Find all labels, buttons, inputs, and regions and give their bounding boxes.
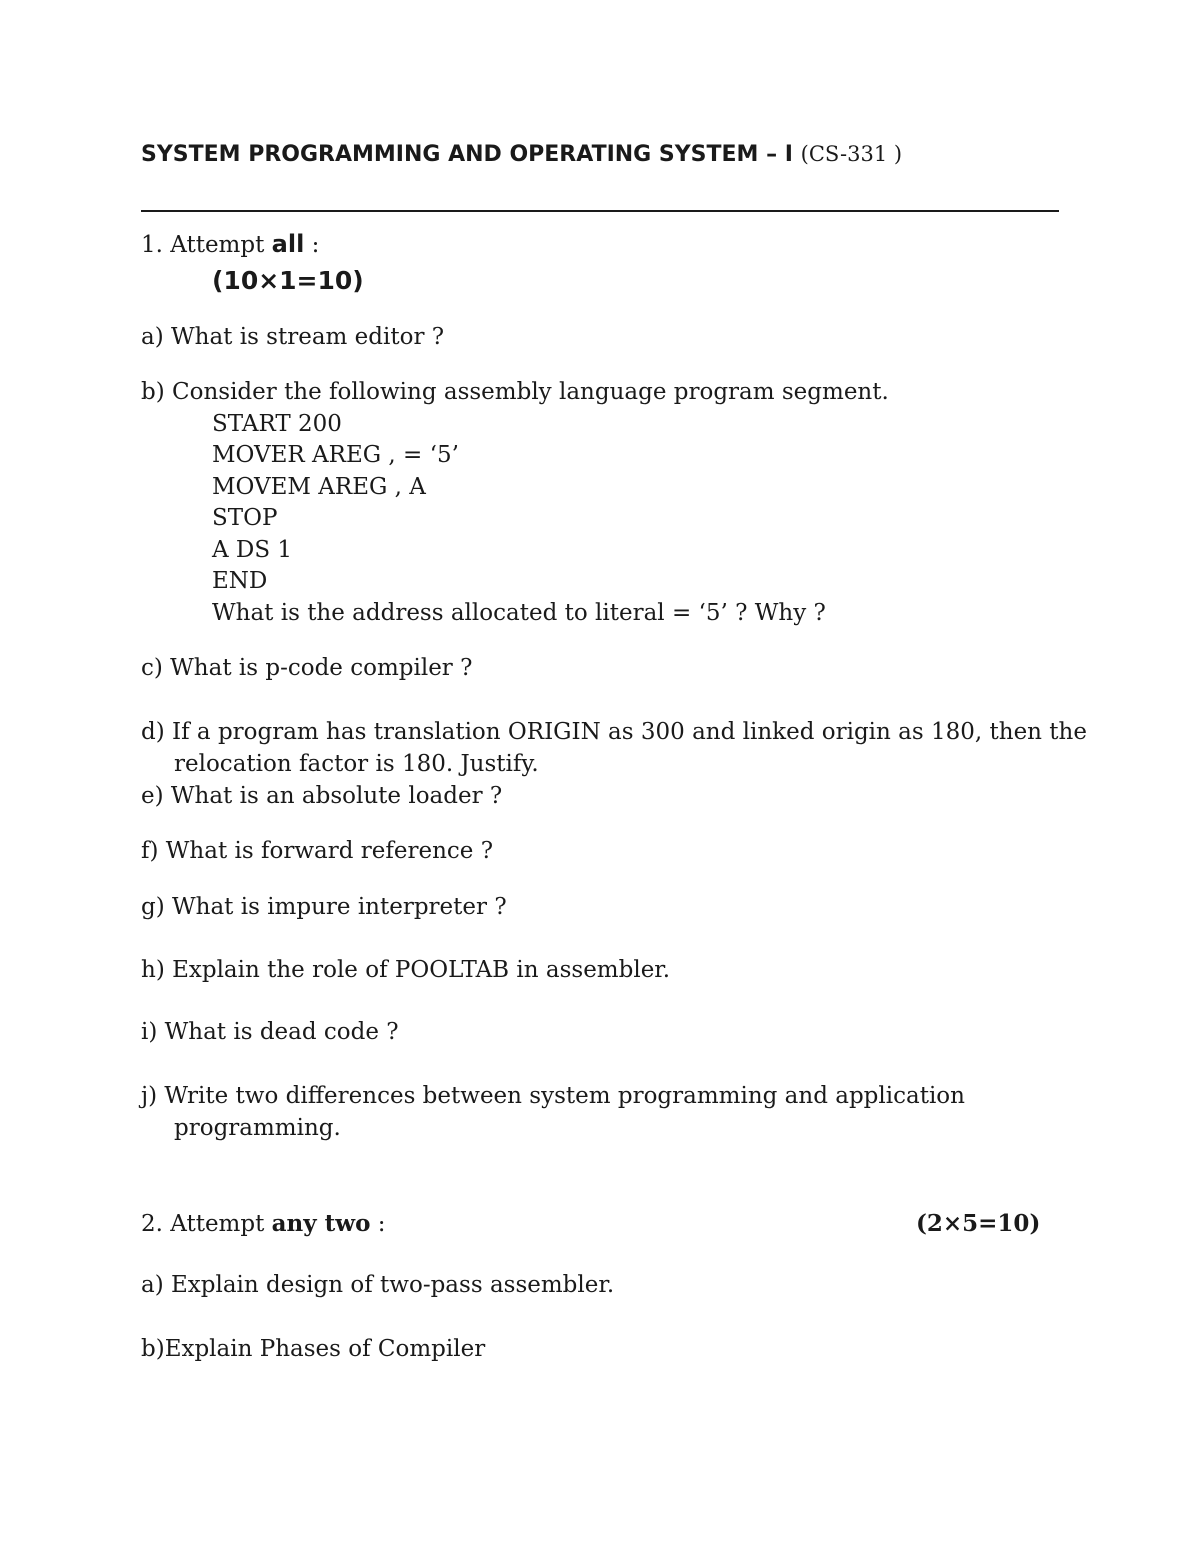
code-line: END (212, 568, 268, 594)
q2-suffix: : (370, 1211, 386, 1237)
q1-prefix: 1. Attempt (141, 232, 272, 258)
q1-item-b-question: What is the address allocated to literal = ‘5’ ? Why ? (212, 600, 826, 626)
q1-item-c: c) What is p-code compiler ? (141, 655, 473, 681)
q1-item-j-line2: programming. (174, 1115, 341, 1141)
q1-item-j-line1: j) Write two differences between system programming and application (141, 1083, 965, 1109)
q1-item-b: b) Consider the following assembly language program segment. (141, 379, 889, 405)
q1-item-e: e) What is an absolute loader ? (141, 783, 503, 809)
q1-item-g: g) What is impure interpreter ? (141, 894, 507, 920)
q1-marks: (10×1=10) (212, 266, 364, 295)
q1-item-a: a) What is stream editor ? (141, 324, 445, 350)
code-line: START 200 (212, 411, 342, 437)
title-divider (141, 210, 1059, 212)
q2-prefix: 2. Attempt (141, 1211, 272, 1237)
q2-item-b: b)Explain Phases of Compiler (141, 1336, 486, 1362)
code-line: MOVEM AREG , A (212, 474, 426, 500)
q2-heading (141, 1210, 385, 1237)
code-line: A DS 1 (212, 537, 293, 563)
q2-emphasis: any two (271, 1210, 371, 1237)
q1-item-d-line2: relocation factor is 180. Justify. (174, 751, 539, 777)
q1-item-d-line1: d) If a program has translation ORIGIN as 300 and linked origin as 180, then the (141, 719, 1087, 745)
q1-item-h: h) Explain the role of POOLTAB in assembler. (141, 957, 671, 983)
q1-emphasis: all (271, 230, 305, 258)
code-line: MOVER AREG , = ‘5’ (212, 442, 459, 468)
document-title (141, 142, 902, 167)
q2-marks: (2×5=10) (916, 1210, 1041, 1237)
q1-heading (141, 230, 319, 258)
course-code: (CS-331 ) (800, 142, 903, 166)
q1-item-i: i) What is dead code ? (141, 1019, 399, 1045)
q2-item-a: a) Explain design of two-pass assembler. (141, 1272, 615, 1298)
code-line: STOP (212, 505, 278, 531)
q1-suffix: : (304, 232, 320, 258)
q1-item-f: f) What is forward reference ? (141, 838, 494, 864)
title-text: SYSTEM PROGRAMMING AND OPERATING SYSTEM – I (141, 142, 793, 167)
